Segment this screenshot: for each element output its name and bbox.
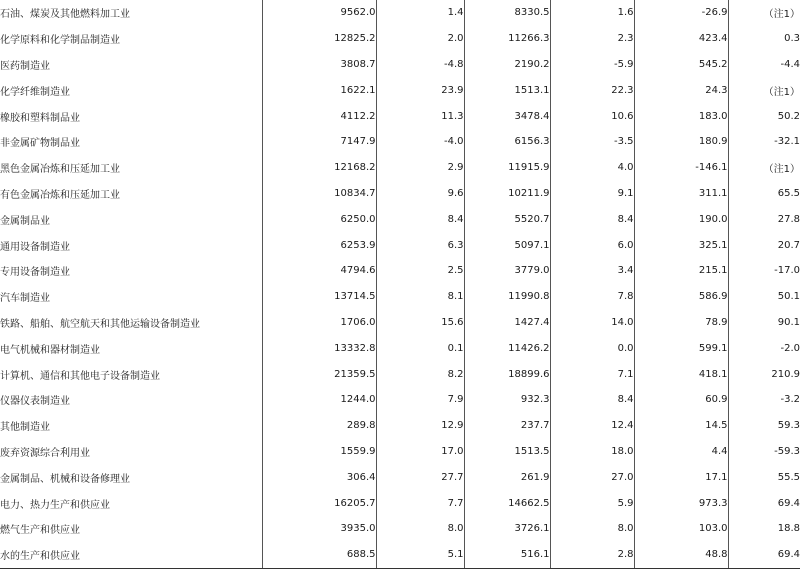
- value-col-5-cell: 325.1: [634, 232, 728, 258]
- value-col-5-cell: 48.8: [634, 542, 728, 568]
- value-col-1-cell: 4794.6: [262, 258, 376, 284]
- value-col-2-cell: 5.1: [376, 542, 464, 568]
- industry-name-cell: 医药制造业: [0, 60, 50, 72]
- value-col-4-cell: 8.0: [550, 516, 634, 542]
- value-col-6-cell: 0.3: [728, 26, 800, 52]
- value-col-2-cell: 0.1: [376, 335, 464, 361]
- industry-name-cell: 专用设备制造业: [0, 267, 70, 279]
- table-row: [0, 155, 800, 181]
- value-col-1-cell: 4112.2: [262, 103, 376, 129]
- value-col-5-cell: 180.9: [634, 129, 728, 155]
- industry-name-cell: 水的生产和供应业: [0, 542, 262, 568]
- value-col-4-cell: 22.3: [550, 77, 634, 103]
- value-col-6-cell: 65.5: [728, 181, 800, 207]
- value-col-1-cell: 7147.9: [262, 129, 376, 155]
- value-col-1-cell: 12168.2: [262, 155, 376, 181]
- value-col-3-cell: 1513.5: [464, 439, 550, 465]
- value-col-1-cell: 12825.2: [262, 26, 376, 52]
- industry-name-cell: 石油、煤炭及其他燃料加工业: [0, 9, 130, 21]
- value-col-4-cell: 12.4: [550, 413, 634, 439]
- value-col-4-cell: 5.9: [550, 490, 634, 516]
- industry-name-cell: 燃气生产和供应业: [0, 525, 80, 537]
- value-col-6-cell: 20.7: [728, 232, 800, 258]
- value-col-3-cell: 5520.7: [464, 206, 550, 232]
- table-row: [0, 310, 800, 336]
- value-col-6-cell: （注1）: [728, 0, 800, 26]
- value-col-1-cell: 3935.0: [262, 516, 376, 542]
- value-col-1-cell: 289.8: [262, 413, 376, 439]
- value-col-3-cell: 1513.1: [464, 77, 550, 103]
- value-col-4-cell: -3.5: [550, 129, 634, 155]
- value-col-1-cell: 21359.5: [262, 361, 376, 387]
- value-col-4-cell: 6.0: [550, 232, 634, 258]
- value-col-4-cell: 2.3: [550, 26, 634, 52]
- value-col-5-cell: 586.9: [634, 284, 728, 310]
- value-col-3-cell: 11915.9: [464, 155, 550, 181]
- value-col-6-cell: （注1）: [728, 155, 800, 181]
- value-col-5-cell: 60.9: [634, 387, 728, 413]
- value-col-2-cell: 7.9: [376, 387, 464, 413]
- industry-name-cell: 其他制造业: [0, 422, 50, 434]
- industry-name-cell: 汽车制造业: [0, 293, 50, 305]
- table-row: [0, 77, 800, 103]
- table-row: [0, 516, 800, 542]
- value-col-6-cell: -17.0: [728, 258, 800, 284]
- table-row: [0, 129, 800, 155]
- value-col-1-cell: 3808.7: [262, 52, 376, 78]
- industry-name-cell: 通用设备制造业: [0, 241, 70, 253]
- industry-name-cell: 电气机械和器材制造业: [0, 344, 100, 356]
- value-col-6-cell: -32.1: [728, 129, 800, 155]
- table-row: [0, 542, 800, 568]
- value-col-2-cell: 15.6: [376, 310, 464, 336]
- value-col-3-cell: 261.9: [464, 464, 550, 490]
- table-row: [0, 490, 800, 516]
- value-col-4-cell: -5.9: [550, 52, 634, 78]
- value-col-6-cell: （注1）: [728, 77, 800, 103]
- value-col-4-cell: 7.1: [550, 361, 634, 387]
- value-col-3-cell: 2190.2: [464, 52, 550, 78]
- value-col-3-cell: 11266.3: [464, 26, 550, 52]
- table-row: [0, 206, 800, 232]
- table-row: [0, 181, 800, 207]
- value-col-2-cell: 8.1: [376, 284, 464, 310]
- value-col-1-cell: 10834.7: [262, 181, 376, 207]
- value-col-5-cell: 418.1: [634, 361, 728, 387]
- value-col-6-cell: 55.5: [728, 464, 800, 490]
- value-col-4-cell: 14.0: [550, 310, 634, 336]
- value-col-4-cell: 7.8: [550, 284, 634, 310]
- value-col-2-cell: 2.5: [376, 258, 464, 284]
- value-col-2-cell: -4.8: [376, 52, 464, 78]
- value-col-2-cell: 8.2: [376, 361, 464, 387]
- value-col-2-cell: 8.4: [376, 206, 464, 232]
- value-col-3-cell: 10211.9: [464, 181, 550, 207]
- value-col-6-cell: 27.8: [728, 206, 800, 232]
- value-col-3-cell: 18899.6: [464, 361, 550, 387]
- value-col-6-cell: 59.3: [728, 413, 800, 439]
- value-col-4-cell: 27.0: [550, 464, 634, 490]
- value-col-6-cell: -4.4: [728, 52, 800, 78]
- value-col-2-cell: 23.9: [376, 77, 464, 103]
- value-col-6-cell: -59.3: [728, 439, 800, 465]
- value-col-5-cell: 4.4: [634, 439, 728, 465]
- industry-name-cell: 非金属矿物制品业: [0, 138, 80, 150]
- table-row: [0, 387, 800, 413]
- value-col-5-cell: 545.2: [634, 52, 728, 78]
- value-col-4-cell: 1.6: [550, 0, 634, 26]
- table-row: [0, 361, 800, 387]
- value-col-5-cell: 17.1: [634, 464, 728, 490]
- value-col-3-cell: 516.1: [464, 542, 550, 568]
- value-col-1-cell: 9562.0: [262, 0, 376, 26]
- value-col-5-cell: 423.4: [634, 26, 728, 52]
- value-col-2-cell: 27.7: [376, 464, 464, 490]
- table-row: [0, 232, 800, 258]
- value-col-1-cell: 306.4: [262, 464, 376, 490]
- value-col-1-cell: 1706.0: [262, 310, 376, 336]
- value-col-6-cell: 18.8: [728, 516, 800, 542]
- table-row: [0, 258, 800, 284]
- value-col-3-cell: 3478.4: [464, 103, 550, 129]
- value-col-5-cell: 599.1: [634, 335, 728, 361]
- value-col-6-cell: 90.1: [728, 310, 800, 336]
- value-col-5-cell: 190.0: [634, 206, 728, 232]
- value-col-1-cell: 16205.7: [262, 490, 376, 516]
- value-col-4-cell: 9.1: [550, 181, 634, 207]
- table-row: [0, 52, 800, 78]
- value-col-1-cell: 13714.5: [262, 284, 376, 310]
- value-col-4-cell: 8.4: [550, 206, 634, 232]
- value-col-1-cell: 1559.9: [262, 439, 376, 465]
- value-col-4-cell: 8.4: [550, 387, 634, 413]
- industry-name-cell: 金属制品、机械和设备修理业: [0, 473, 130, 485]
- industry-name-cell: 仪器仪表制造业: [0, 396, 70, 408]
- value-col-1-cell: 6253.9: [262, 232, 376, 258]
- table-row: [0, 0, 800, 26]
- industry-name-cell: 废弃资源综合利用业: [0, 447, 90, 459]
- value-col-2-cell: 7.7: [376, 490, 464, 516]
- table-row: [0, 464, 800, 490]
- value-col-3-cell: 1427.4: [464, 310, 550, 336]
- value-col-4-cell: 4.0: [550, 155, 634, 181]
- table-row: [0, 26, 800, 52]
- value-col-2-cell: 2.9: [376, 155, 464, 181]
- value-col-3-cell: 8330.5: [464, 0, 550, 26]
- value-col-5-cell: 103.0: [634, 516, 728, 542]
- value-col-2-cell: 1.4: [376, 0, 464, 26]
- value-col-6-cell: -2.0: [728, 335, 800, 361]
- table-row: [0, 335, 800, 361]
- value-col-6-cell: 69.4: [728, 490, 800, 516]
- value-col-3-cell: 237.7: [464, 413, 550, 439]
- value-col-5-cell: -146.1: [634, 155, 728, 181]
- value-col-3-cell: 14662.5: [464, 490, 550, 516]
- value-col-3-cell: 6156.3: [464, 129, 550, 155]
- industry-name-cell: 橡胶和塑料制品业: [0, 112, 80, 124]
- value-col-3-cell: 932.3: [464, 387, 550, 413]
- value-col-5-cell: -26.9: [634, 0, 728, 26]
- value-col-5-cell: 78.9: [634, 310, 728, 336]
- value-col-4-cell: 18.0: [550, 439, 634, 465]
- value-col-1-cell: 6250.0: [262, 206, 376, 232]
- value-col-2-cell: 11.3: [376, 103, 464, 129]
- value-col-4-cell: 3.4: [550, 258, 634, 284]
- table-row: [0, 439, 800, 465]
- value-col-2-cell: 9.6: [376, 181, 464, 207]
- industry-name-cell: 金属制品业: [0, 215, 50, 227]
- value-col-5-cell: 973.3: [634, 490, 728, 516]
- industry-name-cell: 电力、热力生产和供应业: [0, 499, 110, 511]
- value-col-6-cell: -3.2: [728, 387, 800, 413]
- value-col-3-cell: 11990.8: [464, 284, 550, 310]
- value-col-5-cell: 215.1: [634, 258, 728, 284]
- value-col-2-cell: 6.3: [376, 232, 464, 258]
- value-col-6-cell: 210.9: [728, 361, 800, 387]
- value-col-2-cell: 8.0: [376, 516, 464, 542]
- industry-name-cell: 化学原料和化学制品制造业: [0, 35, 120, 47]
- industry-name-cell: 有色金属冶炼和压延加工业: [0, 189, 120, 201]
- table-row: [0, 284, 800, 310]
- industry-name-cell: 黑色金属冶炼和压延加工业: [0, 164, 120, 176]
- industry-name-cell: 化学纤维制造业: [0, 86, 70, 98]
- table-row: [0, 103, 800, 129]
- value-col-5-cell: 311.1: [634, 181, 728, 207]
- value-col-5-cell: 14.5: [634, 413, 728, 439]
- value-col-6-cell: 69.4: [728, 542, 800, 568]
- value-col-2-cell: -4.0: [376, 129, 464, 155]
- table-row: [0, 413, 800, 439]
- value-col-3-cell: 3726.1: [464, 516, 550, 542]
- value-col-2-cell: 2.0: [376, 26, 464, 52]
- value-col-6-cell: 50.2: [728, 103, 800, 129]
- value-col-3-cell: 11426.2: [464, 335, 550, 361]
- value-col-5-cell: 24.3: [634, 77, 728, 103]
- value-col-3-cell: 5097.1: [464, 232, 550, 258]
- value-col-5-cell: 183.0: [634, 103, 728, 129]
- value-col-1-cell: 688.5: [262, 542, 376, 568]
- value-col-1-cell: 1244.0: [262, 387, 376, 413]
- value-col-4-cell: 2.8: [550, 542, 634, 568]
- value-col-4-cell: 10.6: [550, 103, 634, 129]
- value-col-2-cell: 12.9: [376, 413, 464, 439]
- industry-name-cell: 计算机、通信和其他电子设备制造业: [0, 370, 160, 382]
- value-col-2-cell: 17.0: [376, 439, 464, 465]
- industry-name-cell: 铁路、船舶、航空航天和其他运输设备制造业: [0, 318, 200, 330]
- value-col-1-cell: 13332.8: [262, 335, 376, 361]
- value-col-1-cell: 1622.1: [262, 77, 376, 103]
- value-col-6-cell: 50.1: [728, 284, 800, 310]
- value-col-3-cell: 3779.0: [464, 258, 550, 284]
- value-col-4-cell: 0.0: [550, 335, 634, 361]
